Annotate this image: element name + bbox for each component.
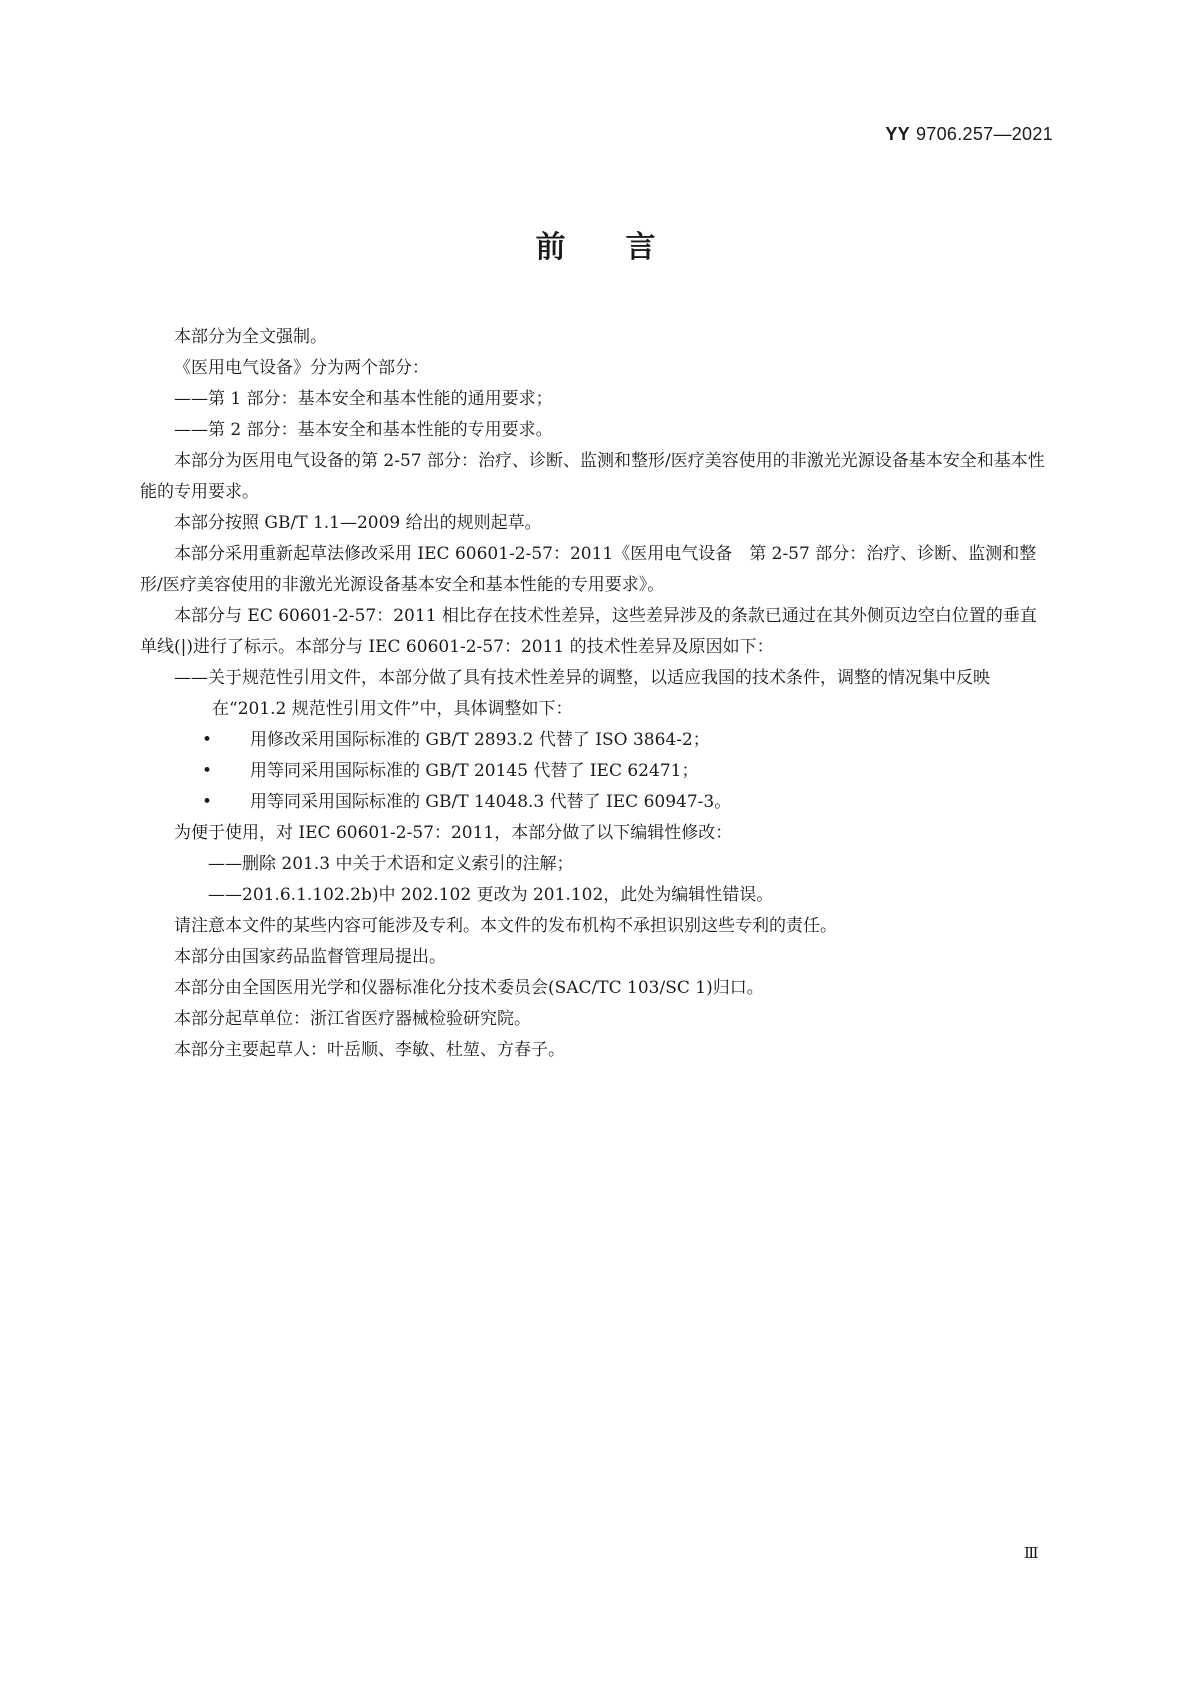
bullet-item — [140, 725, 1052, 756]
paragraph: 本部分按照 GB/T 1.1—2009 给出的规则起草。 — [174, 513, 542, 533]
paragraph: 本部分采用重新起草法修改采用 IEC 60601-2-57：2011《医用电气设备 第 2-57 部分：治疗、诊断、监测和整形/医疗美容使用的非激光光源设备基本安全和基本性能的专用要求》。 — [140, 544, 1037, 595]
foreword-body — [140, 322, 1052, 1066]
standard-prefix: YY — [885, 124, 910, 144]
paragraph: 《医用电气设备》分为两个部分： — [174, 358, 429, 378]
bullet-dot: • — [202, 730, 213, 750]
bullet-item — [140, 756, 1052, 787]
dash-item: ——201.6.1.102.2b)中 202.102 更改为 201.102，此处为编辑性错误。 — [208, 885, 774, 905]
bullet-text: 用修改采用国际标准的 GB/T 2893.2 代替了 ISO 3864-2； — [250, 730, 710, 750]
paragraph: 本部分由国家药品监督管理局提出。 — [174, 947, 446, 967]
paragraph: 本部分起草单位：浙江省医疗器械检验研究院。 — [174, 1009, 531, 1029]
standard-code: 9706.257—2021 — [915, 124, 1053, 144]
paragraph: 请注意本文件的某些内容可能涉及专利。本文件的发布机构不承担识别这些专利的责任。 — [174, 916, 837, 936]
dash-item: ——第 2 部分：基本安全和基本性能的专用要求。 — [174, 420, 553, 440]
paragraph: 为便于使用，对 IEC 60601-2-57：2011，本部分做了以下编辑性修改： — [174, 823, 733, 843]
paragraph: 本部分为医用电气设备的第 2-57 部分：治疗、诊断、监测和整形/医疗美容使用的非激光光源设备基本安全和基本性能的专用要求。 — [140, 451, 1045, 502]
bullet-dot: • — [202, 792, 213, 812]
dash-item: ——关于规范性引用文件，本部分做了具有技术性差异的调整，以适应我国的技术条件，调整的情况集中反映在“201.2 规范性引用文件”中，具体调整如下： — [174, 668, 990, 719]
bullet-item — [140, 787, 1052, 818]
standard-number — [885, 124, 1053, 145]
paragraph: 本部分为全文强制。 — [174, 327, 327, 347]
paragraph: 本部分与 EC 60601-2-57：2011 相比存在技术性差异，这些差异涉及的条款已通过在其外侧页边空白位置的垂直单线(|)进行了标示。本部分与 IEC 60601-2-57：2011 的技术性差异及原因如下： — [140, 606, 1037, 657]
paragraph: 本部分主要起草人：叶岳顺、李敏、杜堃、方春子。 — [174, 1040, 565, 1060]
page-number: Ⅲ — [1024, 1544, 1039, 1562]
page-title: 前言 — [535, 230, 716, 265]
dash-item: ——第 1 部分：基本安全和基本性能的通用要求； — [174, 389, 553, 409]
dash-item: ——删除 201.3 中关于术语和定义索引的注解； — [208, 854, 574, 874]
paragraph: 本部分由全国医用光学和仪器标准化分技术委员会(SAC/TC 103/SC 1)归口。 — [174, 978, 764, 998]
bullet-text: 用等同采用国际标准的 GB/T 14048.3 代替了 IEC 60947-3。 — [250, 792, 732, 812]
bullet-dot: • — [202, 761, 213, 781]
bullet-text: 用等同采用国际标准的 GB/T 20145 代替了 IEC 62471； — [250, 761, 699, 781]
